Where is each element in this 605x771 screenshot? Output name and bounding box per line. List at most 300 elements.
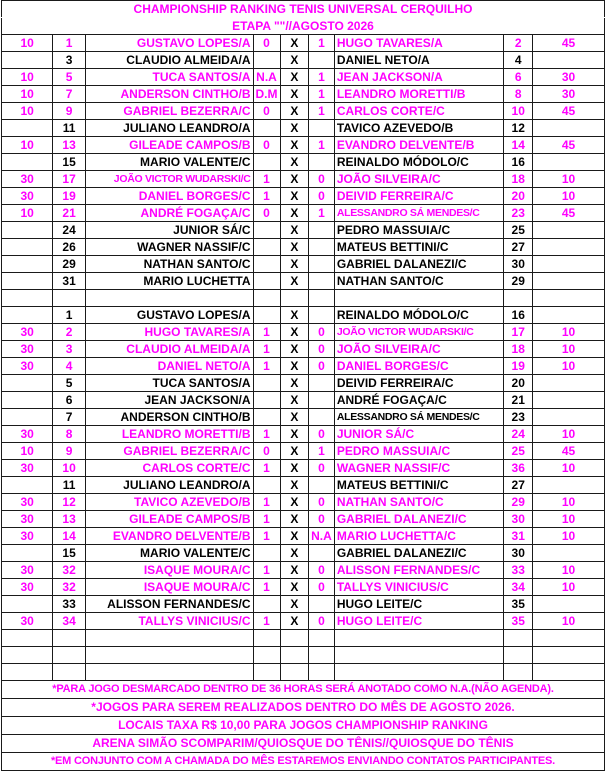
match-row [2, 324, 605, 341]
player2-points [533, 409, 605, 426]
empty-cell [309, 647, 335, 664]
versus-mark: X [280, 409, 309, 426]
player1-position: 19 [53, 188, 86, 205]
player1-points [2, 307, 53, 324]
player2-points: 30 [533, 69, 605, 86]
player2-position: 34 [504, 579, 533, 596]
empty-cell [280, 664, 309, 681]
player1-points: 30 [2, 562, 53, 579]
player1-score [253, 239, 280, 256]
player1-position: 14 [53, 528, 86, 545]
player2-name: HUGO LEITE/C [334, 613, 504, 630]
player2-position: 18 [504, 171, 533, 188]
versus-mark: X [280, 154, 309, 171]
player1-score [253, 375, 280, 392]
versus-mark: X [280, 239, 309, 256]
player2-position: 30 [504, 256, 533, 273]
player1-points [2, 409, 53, 426]
player1-points: 10 [2, 35, 53, 52]
player1-score [253, 52, 280, 69]
match-row [2, 562, 605, 579]
player2-position: 23 [504, 409, 533, 426]
player1-score: 1 [253, 426, 280, 443]
match-row [2, 494, 605, 511]
match-row [2, 409, 605, 426]
empty-cell [85, 290, 253, 307]
player1-score [253, 154, 280, 171]
player2-name: NATHAN SANTO/C [334, 273, 504, 290]
match-row [2, 52, 605, 69]
player1-name: ANDERSON CINTHO/B [85, 409, 253, 426]
match-row [2, 392, 605, 409]
player2-points: 10 [533, 324, 605, 341]
player2-points: 45 [533, 443, 605, 460]
empty-cell [533, 664, 605, 681]
versus-mark: X [280, 69, 309, 86]
player1-name: GUSTAVO LOPES/A [85, 35, 253, 52]
player2-position: 29 [504, 494, 533, 511]
player2-name: PEDRO MASSUIA/C [334, 222, 504, 239]
player2-name: LEANDRO MORETTI/B [334, 86, 504, 103]
footer-note: ARENA SIMÃO SCOMPARIM/QUIOSQUE DO TÊNIS//QUIOSQUE DO TÊNIS [2, 735, 605, 753]
player1-points [2, 154, 53, 171]
player1-name: JEAN JACKSON/A [85, 392, 253, 409]
player1-position: 15 [53, 154, 86, 171]
player1-points: 30 [2, 460, 53, 477]
player2-position: 27 [504, 477, 533, 494]
player1-name: TAVICO AZEVEDO/B [85, 494, 253, 511]
player2-name: TAVICO AZEVEDO/B [334, 120, 504, 137]
player2-name: MATEUS BETTINI/C [334, 239, 504, 256]
empty-cell [253, 647, 280, 664]
empty-cell [334, 647, 504, 664]
title-row [2, 1, 605, 18]
player1-name: GABRIEL BEZERRA/C [85, 443, 253, 460]
player2-score: 0 [309, 341, 335, 358]
versus-mark: X [280, 86, 309, 103]
player2-name: REINALDO MÓDOLO/C [334, 154, 504, 171]
player2-name: EVANDRO DELVENTE/B [334, 137, 504, 154]
player1-points [2, 256, 53, 273]
player1-name: ANDRÉ FOGAÇA/C [85, 205, 253, 222]
player2-points: 10 [533, 188, 605, 205]
player2-name: ALISSON FERNANDES/C [334, 562, 504, 579]
player2-position: 27 [504, 239, 533, 256]
versus-mark: X [280, 460, 309, 477]
player1-score: D.M [253, 86, 280, 103]
player2-name: PEDRO MASSUIA/C [334, 443, 504, 460]
player2-score: 1 [309, 103, 335, 120]
blank-row [2, 647, 605, 664]
player2-score: 1 [309, 137, 335, 154]
versus-mark: X [280, 137, 309, 154]
player1-points [2, 239, 53, 256]
player2-position: 14 [504, 137, 533, 154]
player2-score: N.A [309, 528, 335, 545]
match-row [2, 86, 605, 103]
empty-cell [533, 647, 605, 664]
player1-position: 13 [53, 511, 86, 528]
player1-position: 2 [53, 324, 86, 341]
empty-cell [2, 647, 53, 664]
versus-mark: X [280, 511, 309, 528]
player2-position: 6 [504, 69, 533, 86]
player2-points [533, 375, 605, 392]
blank-row [2, 664, 605, 681]
player2-name: JOÃO SILVEIRA/C [334, 341, 504, 358]
player2-score: 0 [309, 171, 335, 188]
player1-score [253, 256, 280, 273]
empty-cell [2, 290, 53, 307]
player2-score: 0 [309, 562, 335, 579]
versus-mark: X [280, 528, 309, 545]
player1-position: 13 [53, 137, 86, 154]
player1-score: 1 [253, 494, 280, 511]
player1-position: 9 [53, 443, 86, 460]
player1-name: CARLOS CORTE/C [85, 460, 253, 477]
player2-position: 19 [504, 358, 533, 375]
player1-score [253, 477, 280, 494]
versus-mark: X [280, 256, 309, 273]
player2-name: HUGO TAVARES/A [334, 35, 504, 52]
player1-name: JULIANO LEANDRO/A [85, 477, 253, 494]
player2-score: 0 [309, 494, 335, 511]
player1-position: 31 [53, 273, 86, 290]
player2-points: 45 [533, 103, 605, 120]
player2-points: 10 [533, 528, 605, 545]
empty-cell [2, 664, 53, 681]
player2-name: GABRIEL DALANEZI/C [334, 256, 504, 273]
match-row [2, 358, 605, 375]
empty-cell [533, 630, 605, 647]
player2-score [309, 596, 335, 613]
player2-name: DANIEL NETO/A [334, 52, 504, 69]
player2-position: 30 [504, 511, 533, 528]
footer-note: LOCAIS TAXA R$ 10,00 PARA JOGOS CHAMPIONSHIP RANKING [2, 717, 605, 735]
match-row [2, 375, 605, 392]
footer-note-row [2, 717, 605, 735]
player2-position: 16 [504, 307, 533, 324]
match-row [2, 307, 605, 324]
player1-position: 32 [53, 579, 86, 596]
player1-score [253, 596, 280, 613]
player1-score: 0 [253, 103, 280, 120]
player2-name: DEIVID FERREIRA/C [334, 375, 504, 392]
player2-points: 10 [533, 613, 605, 630]
ranking-sheet [1, 0, 605, 771]
player2-position: 16 [504, 154, 533, 171]
player2-name: JEAN JACKSON/A [334, 69, 504, 86]
versus-mark: X [280, 443, 309, 460]
player1-position: 5 [53, 375, 86, 392]
empty-cell [334, 664, 504, 681]
versus-mark: X [280, 494, 309, 511]
player2-score [309, 477, 335, 494]
player2-name: GABRIEL DALANEZI/C [334, 511, 504, 528]
player2-score: 0 [309, 188, 335, 205]
player1-name: MARIO VALENTE/C [85, 154, 253, 171]
match-row [2, 205, 605, 222]
player1-name: TUCA SANTOS/A [85, 69, 253, 86]
player1-name: CLAUDIO ALMEIDA/A [85, 52, 253, 69]
player1-points [2, 120, 53, 137]
empty-cell [253, 664, 280, 681]
match-row [2, 511, 605, 528]
footer-note: *JOGOS PARA SEREM REALIZADOS DENTRO DO MÊS DE AGOSTO 2026. [2, 699, 605, 717]
player2-position: 24 [504, 426, 533, 443]
player2-name: ALESSANDRO SÁ MENDES/C [334, 409, 504, 426]
player2-points: 10 [533, 171, 605, 188]
empty-cell [53, 290, 86, 307]
player2-points [533, 596, 605, 613]
player1-name: TALLYS VINICIUS/C [85, 613, 253, 630]
versus-mark: X [280, 307, 309, 324]
player1-score: 1 [253, 171, 280, 188]
player2-points [533, 256, 605, 273]
player1-position: 32 [53, 562, 86, 579]
player2-position: 18 [504, 341, 533, 358]
player1-score [253, 307, 280, 324]
player2-points: 10 [533, 460, 605, 477]
player1-points: 10 [2, 86, 53, 103]
player2-score: 0 [309, 358, 335, 375]
player2-score: 0 [309, 460, 335, 477]
player1-points: 30 [2, 613, 53, 630]
player1-position: 9 [53, 103, 86, 120]
player1-position: 5 [53, 69, 86, 86]
player1-name: JULIANO LEANDRO/A [85, 120, 253, 137]
player2-name: HUGO LEITE/C [334, 596, 504, 613]
player1-score: N.A [253, 69, 280, 86]
player2-name: TALLYS VINICIUS/C [334, 579, 504, 596]
match-row [2, 596, 605, 613]
empty-cell [334, 630, 504, 647]
player1-points [2, 375, 53, 392]
empty-cell [309, 290, 335, 307]
match-row [2, 477, 605, 494]
player1-score: 1 [253, 460, 280, 477]
empty-cell [280, 647, 309, 664]
empty-cell [53, 664, 86, 681]
footer-note-row [2, 681, 605, 699]
player2-score: 1 [309, 205, 335, 222]
player1-points: 30 [2, 188, 53, 205]
player1-points: 30 [2, 579, 53, 596]
player2-name: DANIEL BORGES/C [334, 358, 504, 375]
footer-note-row [2, 699, 605, 717]
empty-cell [85, 647, 253, 664]
versus-mark: X [280, 52, 309, 69]
empty-cell [85, 664, 253, 681]
empty-cell [504, 664, 533, 681]
player1-points: 30 [2, 511, 53, 528]
player1-score: 0 [253, 443, 280, 460]
player1-position: 7 [53, 86, 86, 103]
player2-score [309, 154, 335, 171]
player1-score [253, 222, 280, 239]
player2-position: 20 [504, 188, 533, 205]
player2-score: 0 [309, 579, 335, 596]
player1-name: GILEADE CAMPOS/B [85, 137, 253, 154]
player2-score [309, 239, 335, 256]
blank-row [2, 630, 605, 647]
player1-name: GUSTAVO LOPES/A [85, 307, 253, 324]
player1-score [253, 409, 280, 426]
player1-name: MARIO VALENTE/C [85, 545, 253, 562]
player1-name: ISAQUE MOURA/C [85, 562, 253, 579]
player1-name: JUNIOR SÁ/C [85, 222, 253, 239]
player1-score: 1 [253, 324, 280, 341]
player1-name: HUGO TAVARES/A [85, 324, 253, 341]
versus-mark: X [280, 324, 309, 341]
versus-mark: X [280, 222, 309, 239]
player2-position: 25 [504, 222, 533, 239]
player2-points: 10 [533, 511, 605, 528]
player1-name: EVANDRO DELVENTE/B [85, 528, 253, 545]
versus-mark: X [280, 613, 309, 630]
player2-name: ALESSANDRO SÁ MENDES/C [334, 205, 504, 222]
versus-mark: X [280, 358, 309, 375]
player1-position: 8 [53, 426, 86, 443]
player2-name: GABRIEL DALANEZI/C [334, 545, 504, 562]
player2-points: 10 [533, 341, 605, 358]
player2-points [533, 239, 605, 256]
player1-name: JOÃO VICTOR WUDARSKI/C [85, 171, 253, 188]
player2-position: 25 [504, 443, 533, 460]
player2-score [309, 545, 335, 562]
player1-points: 10 [2, 443, 53, 460]
player1-points: 30 [2, 358, 53, 375]
player2-name: WAGNER NASSIF/C [334, 460, 504, 477]
player1-score: 1 [253, 613, 280, 630]
empty-cell [533, 290, 605, 307]
player1-position: 21 [53, 205, 86, 222]
player1-position: 7 [53, 409, 86, 426]
empty-cell [53, 647, 86, 664]
player1-position: 3 [53, 341, 86, 358]
player2-score: 0 [309, 426, 335, 443]
player1-name: ANDERSON CINTHO/B [85, 86, 253, 103]
player2-position: 35 [504, 596, 533, 613]
player1-points [2, 392, 53, 409]
player1-points [2, 222, 53, 239]
player2-name: JOÃO VICTOR WUDARSKI/C [334, 324, 504, 341]
player1-name: DANIEL BORGES/C [85, 188, 253, 205]
player1-position: 4 [53, 358, 86, 375]
empty-cell [253, 290, 280, 307]
player2-score: 0 [309, 613, 335, 630]
player2-points [533, 392, 605, 409]
player1-position: 17 [53, 171, 86, 188]
player1-points [2, 477, 53, 494]
player1-position: 11 [53, 477, 86, 494]
empty-cell [253, 630, 280, 647]
player2-name: ANDRÉ FOGAÇA/C [334, 392, 504, 409]
player1-score [253, 273, 280, 290]
player1-points [2, 273, 53, 290]
player1-points: 10 [2, 137, 53, 154]
footer-note: *PARA JOGO DESMARCADO DENTRO DE 36 HORAS SERÁ ANOTADO COMO N.A.(NÃO AGENDA). [2, 681, 605, 699]
player1-points [2, 596, 53, 613]
empty-cell [504, 630, 533, 647]
match-row [2, 443, 605, 460]
player1-position: 29 [53, 256, 86, 273]
versus-mark: X [280, 375, 309, 392]
stage-label: ETAPA ""//AGOSTO 2026 [2, 18, 605, 35]
player1-points: 30 [2, 171, 53, 188]
player2-position: 30 [504, 545, 533, 562]
player2-position: 10 [504, 103, 533, 120]
player1-score: 1 [253, 188, 280, 205]
player2-score: 1 [309, 69, 335, 86]
player2-position: 4 [504, 52, 533, 69]
player1-name: CLAUDIO ALMEIDA/A [85, 341, 253, 358]
player2-name: JUNIOR SÁ/C [334, 426, 504, 443]
player2-position: 8 [504, 86, 533, 103]
player1-position: 1 [53, 307, 86, 324]
player2-score [309, 273, 335, 290]
versus-mark: X [280, 273, 309, 290]
empty-cell [504, 290, 533, 307]
versus-mark: X [280, 205, 309, 222]
versus-mark: X [280, 477, 309, 494]
player1-score: 1 [253, 341, 280, 358]
player2-points [533, 222, 605, 239]
player2-position: 29 [504, 273, 533, 290]
player1-points: 10 [2, 69, 53, 86]
player1-position: 34 [53, 613, 86, 630]
empty-cell [53, 630, 86, 647]
versus-mark: X [280, 545, 309, 562]
player2-name: NATHAN SANTO/C [334, 494, 504, 511]
empty-cell [504, 647, 533, 664]
player1-points [2, 545, 53, 562]
player1-score: 0 [253, 35, 280, 52]
match-row [2, 256, 605, 273]
player2-score [309, 392, 335, 409]
player2-score: 1 [309, 35, 335, 52]
versus-mark: X [280, 103, 309, 120]
player2-points [533, 307, 605, 324]
player2-points: 10 [533, 579, 605, 596]
match-row [2, 137, 605, 154]
player1-name: TUCA SANTOS/A [85, 375, 253, 392]
player2-position: 20 [504, 375, 533, 392]
player2-points [533, 154, 605, 171]
player1-score: 0 [253, 205, 280, 222]
versus-mark: X [280, 341, 309, 358]
player2-score [309, 120, 335, 137]
player1-position: 33 [53, 596, 86, 613]
player1-points: 30 [2, 426, 53, 443]
player1-points: 10 [2, 205, 53, 222]
match-row [2, 341, 605, 358]
player2-name: JOÃO SILVEIRA/C [334, 171, 504, 188]
player1-points: 30 [2, 324, 53, 341]
stage-row [2, 18, 605, 35]
player1-points: 30 [2, 528, 53, 545]
player1-score [253, 120, 280, 137]
match-row [2, 35, 605, 52]
empty-cell [85, 630, 253, 647]
player2-name: MARIO LUCHETTA/C [334, 528, 504, 545]
player1-position: 15 [53, 545, 86, 562]
player1-score: 1 [253, 358, 280, 375]
versus-mark: X [280, 596, 309, 613]
player1-score [253, 392, 280, 409]
player2-points [533, 545, 605, 562]
player1-points: 10 [2, 103, 53, 120]
